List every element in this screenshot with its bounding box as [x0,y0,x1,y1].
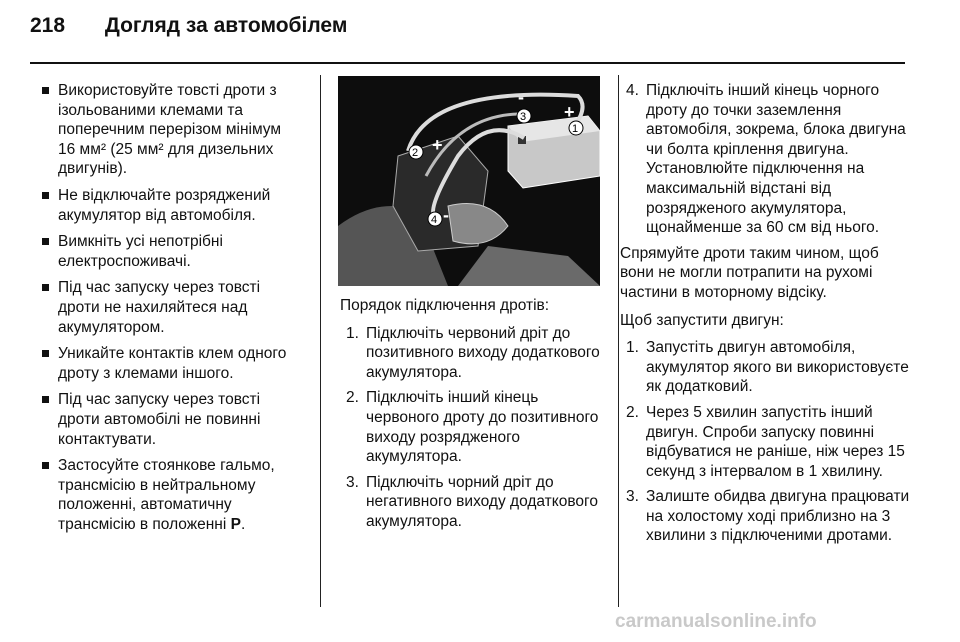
page-header [30,14,347,38]
engine-bay-drawing [338,76,600,286]
list-item: 3. Підключіть чорний дріт до негативного виходу додаткового акумулятора. [346,473,598,530]
watermark: carmanualsonline.info [615,611,817,632]
plus-sign-2: + [432,135,443,155]
battery-icon [508,116,600,188]
list-item-text: Застосуйте стоянкове гальмо, трансмісію в нейтральному положенні, автоматичну трансмісію в положенні [58,457,275,533]
list-item-tail: . [240,515,246,533]
list-item: 2. Через 5 хвилин запустіть інший двигун. Спроби запуску повинні відбуватися не раніше, ніж через 15 секунд з інтервалом в 1 хвилину. [626,403,905,480]
list-item: 1. Підключіть червоний дріт до позитивного виходу додаткового акумулятора. [346,324,600,381]
list-item: Вимкніть усі непотрібні електроспоживачі. [40,232,302,271]
marker-4: 4 [431,214,438,226]
list-item: 3. Залиште обидва двигуна працювати на холостому ході приблизно на 3 хвилини з підключеними дротами. [626,488,910,545]
cable-routing-note: Спрямуйте дроти таким чином, щоб вони не могли потрапити на рухомі частини в моторному відсіку. [620,244,879,301]
column-3 [620,81,910,552]
column-1 [40,81,302,541]
column-divider-2 [618,75,619,607]
list-item: Не відключайте розряджений акумулятор від автомобіля. [40,186,302,225]
column-2 [340,296,610,538]
list-item: 1. Запустіть двигун автомобіля, акумулятор якого ви використовуєте як додатковий. [626,339,909,396]
start-steps [620,338,910,546]
list-item: 4. Підключіть інший кінець чорного дроту до точки заземлення автомобіля, зокрема, блока двигуна чи болта кріплення двигуна. Установлюйте підключення на максимальній відстані від розрядженого акумулятора, щонайменше за 60 см від нього. [626,82,906,237]
connection-steps-continued [620,81,910,238]
list-item: Під час запуску через товсті дроти автомобілі не повинні контактувати. [40,390,302,449]
connection-steps [340,324,610,532]
list-item: Уникайте контактів клем одного дроту з клемами іншого. [40,344,302,383]
jump-start-illustration [338,76,600,286]
list-item: Використовуйте товсті дроти з ізольованими клемами та поперечним перерізом мінімум 16 мм² (25 мм² для дизельних двигунів). [40,81,302,179]
marker-3: 3 [520,111,527,123]
minus-sign-2: - [443,205,449,225]
list-item: 2. Підключіть інший кінець червоного дроту до позитивного виходу розрядженого акумулятора. [346,389,599,466]
plus-sign-1: + [564,102,575,122]
start-engine-intro: Щоб запустити двигун: [620,311,784,329]
connection-order-intro: Порядок підключення дротів: [340,297,550,314]
page-number: 218 [30,14,66,37]
list-item: Під час запуску через товсті дроти не нахиляйтеся над акумулятором. [40,278,302,337]
minus-sign-1: - [518,87,524,107]
column-divider-1 [320,75,321,607]
gear-position-p: P [230,515,241,533]
list-item-last [40,456,302,534]
page-title: Догляд за автомобілем [104,14,348,37]
precautions-list [40,81,302,534]
marker-2: 2 [412,147,419,159]
marker-1: 1 [572,123,579,135]
header-rule [30,62,905,64]
